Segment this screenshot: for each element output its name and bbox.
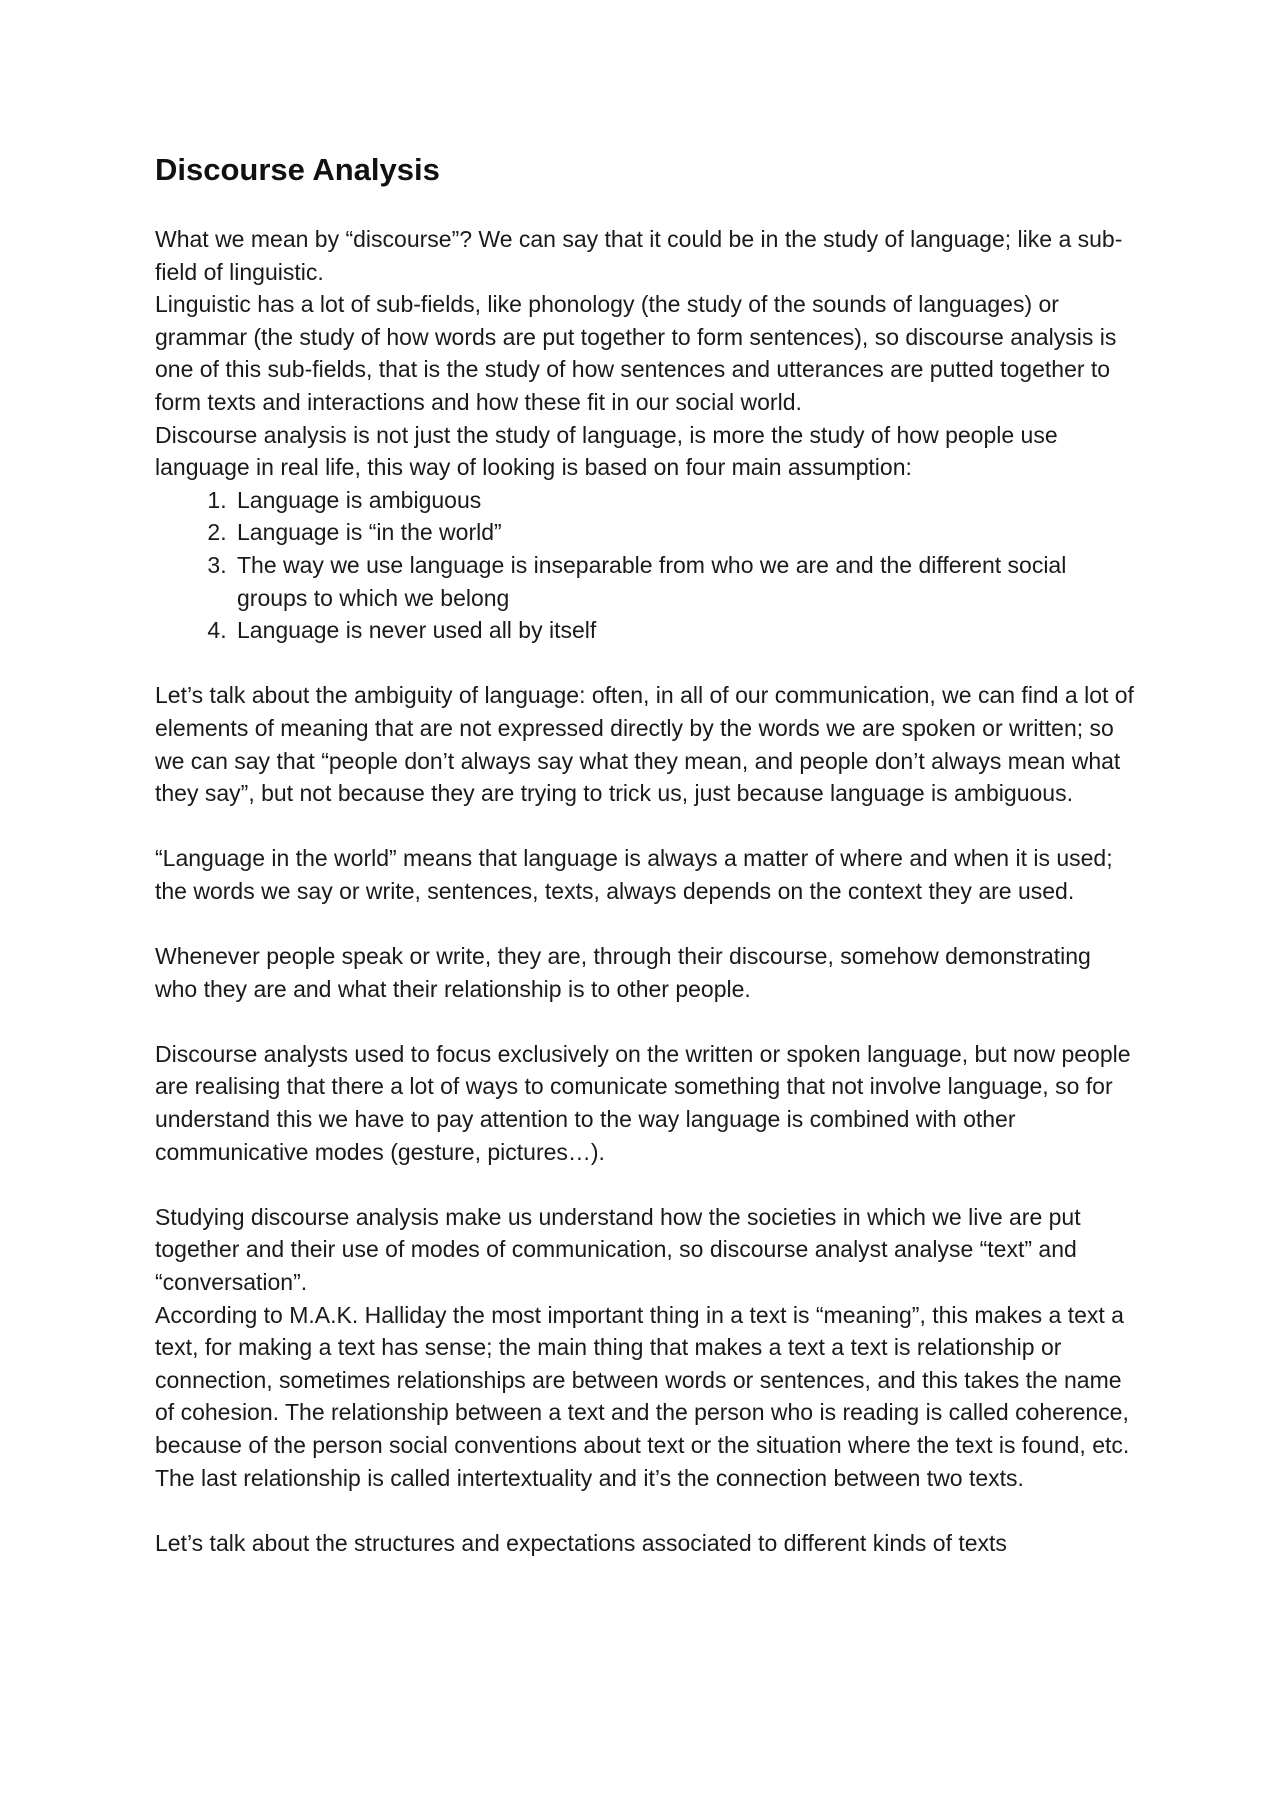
intro-paragraph-2: Linguistic has a lot of sub-fields, like phonology (the study of the sounds of languages) or grammar (the study of how words are put together to form sentences), so discourse analysis is one of this sub-fields, that is the study of how sentences and utterances are putted together to form texts and interactions and how these fit in our social world. [155, 291, 1117, 415]
paragraph-gap [155, 810, 1135, 843]
intro-paragraph-3: Discourse analysis is not just the study of language, is more the study of how people use language in real life, this way of looking is based on four main assumption: [155, 421, 1058, 481]
paragraph-gap [155, 1168, 1135, 1201]
world-paragraph: “Language in the world” means that language is always a matter of where and when it is used; the words we say or write, sentences, texts, always depends on the context they are used. [155, 845, 1113, 904]
assumptions-list [155, 484, 1135, 647]
list-item: 1. Language is ambiguous [233, 484, 1135, 517]
list-item: 4. Language is never used all by itself [233, 614, 1135, 647]
document-body [155, 150, 1135, 1559]
paragraph-gap [155, 907, 1135, 940]
identity-paragraph: Whenever people speak or write, they are, through their discourse, somehow demonstrating who they are and what their relationship is to other people. [155, 943, 1091, 1002]
paragraph-gap [155, 647, 1135, 680]
list-item: 3. The way we use language is inseparable from who we are and the different social groups to which we belong [233, 549, 1135, 614]
structures-paragraph: Let’s talk about the structures and expectations associated to different kinds of texts [155, 1529, 1007, 1556]
intro-paragraph-1: What we mean by “discourse”? We can say that it could be in the study of language; like a sub-field of linguistic. [155, 226, 1123, 285]
paragraph-gap [155, 1494, 1135, 1527]
modes-paragraph: Discourse analysts used to focus exclusively on the written or spoken language, but now people are realising that there a lot of ways to comunicate something that not involve language, so for understand this we have to pay attention to the way language is combined with other communicative modes (gesture, pictures…). [155, 1040, 1131, 1165]
document-title: Discourse Analysis [155, 152, 440, 187]
studying-paragraph: Studying discourse analysis make us understand how the societies in which we live are put together and their use of modes of communication, so discourse analyst analyse “text” and “conversation”. [155, 1203, 1081, 1295]
halliday-paragraph: According to M.A.K. Halliday the most important thing in a text is “meaning”, this makes a text a text, for making a text has sense; the main thing that makes a text a text is relationship or connection, sometimes relationships are between words or sentences, and this takes the name of cohesion. The relationship between a text and the person who is reading is called coherence, because of the person social conventions about text or the situation where the text is found, etc. The last relationship is called intertextuality and it’s the connection between two texts. [155, 1301, 1130, 1491]
paragraph-gap [155, 1005, 1135, 1038]
ambiguity-paragraph: Let’s talk about the ambiguity of language: often, in all of our communication, we can find a lot of elements of meaning that are not expressed directly by the words we are spoken or written; so we can say that “people don’t always say what they mean, and people don’t always mean what they say”, but not because they are trying to trick us, just because language is ambiguous. [155, 682, 1134, 807]
list-item: 2. Language is “in the world” [233, 516, 1135, 549]
